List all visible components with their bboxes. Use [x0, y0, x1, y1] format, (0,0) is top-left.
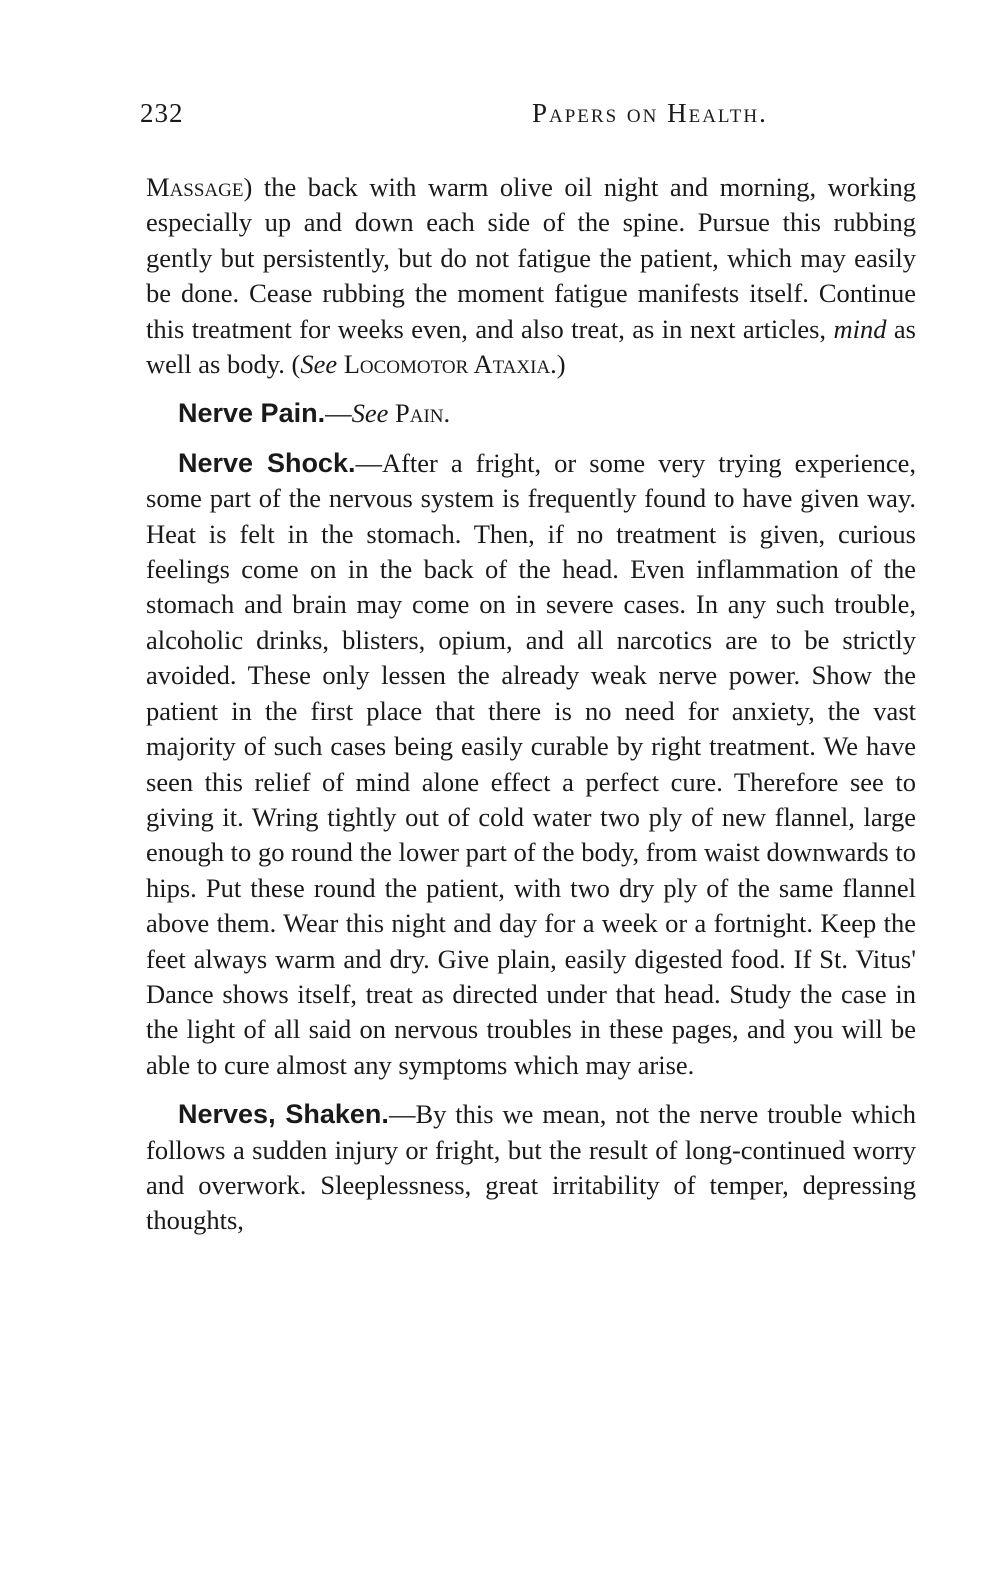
entry-nerves-shaken: [146, 1097, 916, 1239]
continuation-italic-mind: mind: [833, 313, 887, 344]
page-header: [140, 98, 920, 138]
continuation-text-2: as well as body. (: [146, 313, 916, 380]
entry-heading: Nerve Pain.: [178, 398, 326, 429]
entry-heading: Nerves, Shaken.: [178, 1099, 389, 1130]
continuation-text-3: [337, 349, 344, 379]
entry-body: —By this we mean, not the nerve trouble which follows a sudden injury or fright, but the result of long-continued worry and overwork. Sleeplessness, great irritability of temper, depressing thoughts,: [146, 1099, 916, 1236]
continuation-text-1: ) the back with warm olive oil night and morning, working especially up and down each side of the spine. Pursue this rubbing gently but persistently, but do not fatigue the patient, which may easily be done. Cease rubbing the moment fatigue manifests itself. Continue this treatment for weeks even, and also treat, as in next articles,: [146, 172, 916, 344]
entry-see: See: [351, 398, 389, 429]
pain-ref: Pain: [394, 398, 444, 429]
entry-nerve-shock: [146, 446, 916, 1083]
entry-nerve-pain: [146, 396, 916, 431]
continuation-paragraph: [146, 170, 916, 382]
continuation-italic-see: See: [300, 349, 338, 380]
entry-heading: Nerve Shock.: [178, 447, 356, 478]
entry-space: [388, 398, 395, 428]
page-number: 232: [140, 98, 184, 128]
entry-body: —After a fright, or some very trying experience, some part of the nervous system is frequently found to have given way. Heat is felt in the stomach. Then, if no treatment is given, curious feelings come on in the back of the head. Even inflammation of the stomach and brain may come on in severe cases. In any such trouble, alcoholic drinks, blisters, opium, and all narcotics are to be strictly avoided. These only lessen the already weak nerve power. Show the patient in the first place that there is no need for anxiety, the vast majority of such cases being easily curable by right treatment. We have seen this relief of mind alone effect a perfect cure. Therefore see to giving it. Wring tightly out of cold water two ply of new flannel, large enough to go round the lower part of the body, from waist downwards to hips. Put these round the patient, with two dry ply of the same flannel above them. Wear this night and day for a week or a fortnight. Keep the feet always warm and dry. Give plain, easily digested food. If St. Vitus' Dance shows itself, treat as directed under that head. Study the case in the light of all said on nervous troubles in these pages, and you will be able to cure almost any symptoms which may arise.: [146, 447, 916, 1080]
continuation-text-4: .): [550, 349, 566, 380]
page-body: [146, 170, 916, 1239]
locomotor-ataxia-ref: Locomotor Ataxia: [343, 349, 551, 380]
entry-dash: —: [325, 398, 352, 429]
massage-ref: Massage: [146, 172, 244, 202]
running-head: Papers on Health.: [532, 98, 768, 128]
entry-end: .: [443, 398, 451, 429]
